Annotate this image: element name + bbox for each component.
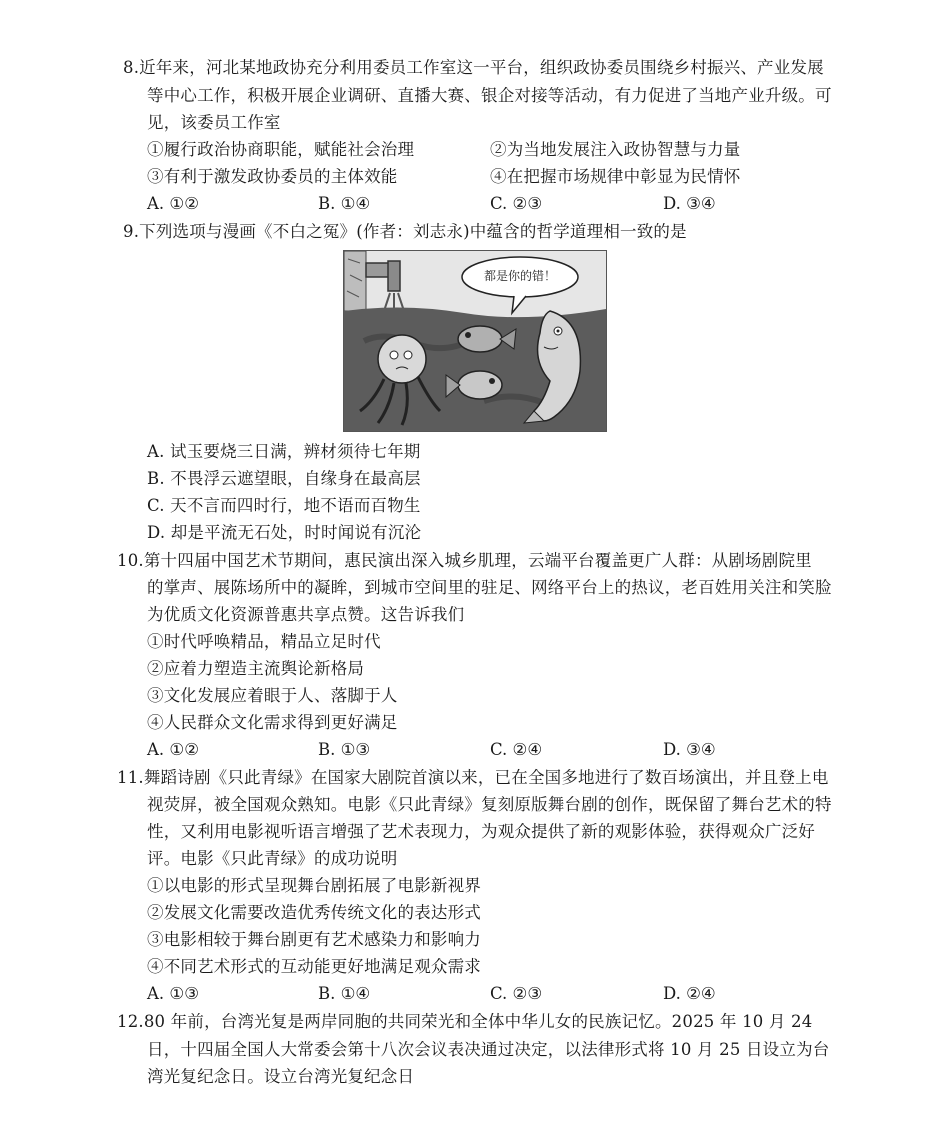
question-10-stem-line-1: 10.第十四届中国艺术节期间，惠民演出深入城乡肌理，云端平台覆盖更广人群：从剧场剧院里	[117, 551, 812, 570]
question-11-statement-3: ③电影相较于舞台剧更有艺术感染力和影响力	[147, 930, 481, 949]
question-12-stem-line-2: 日，十四届全国人大常委会第十八次会议表决通过决定，以法律形式将 10 月 25 日设立为台	[147, 1040, 830, 1059]
question-8-stem-line-3: 见，该委员工作室	[147, 113, 281, 132]
question-10-choice-d: D. ③④	[663, 740, 716, 759]
question-11-choice-d: D. ②④	[663, 984, 716, 1003]
question-8-statement-3: ③有利于激发政协委员的主体效能	[147, 167, 398, 186]
question-8-stem-line-2: 等中心工作，积极开展企业调研、直播大赛、银企对接等活动，有力促进了当地产业升级。可	[147, 86, 832, 105]
cartoon-image	[343, 250, 607, 432]
question-12-stem-line-3: 湾光复纪念日。设立台湾光复纪念日	[147, 1067, 415, 1086]
question-9-stem: 9.下列选项与漫画《不白之冤》(作者：刘志永)中蕴含的哲学道理相一致的是	[123, 222, 687, 241]
question-11-choice-b: B. ①④	[318, 984, 371, 1003]
question-10-stem-line-3: 为优质文化资源普惠共享点赞。这告诉我们	[147, 605, 465, 624]
question-10-choice-c: C. ②④	[490, 740, 543, 759]
question-10-statement-2: ②应着力塑造主流舆论新格局	[147, 659, 365, 678]
question-11-stem-line-2: 视荧屏，被全国观众熟知。电影《只此青绿》复刻原版舞台剧的创作，既保留了舞台艺术的特	[147, 795, 832, 814]
question-9-option-a: A. 试玉要烧三日满，辨材须待七年期	[147, 442, 421, 461]
octopus-illustration	[378, 335, 426, 383]
wall-illustration	[344, 251, 366, 311]
question-10-stem-line-2: 的掌声、展陈场所中的凝眸，到城市空间里的驻足、网络平台上的热议，老百姓用关注和笑脸	[147, 578, 832, 597]
question-8-stem-line-1: 8.近年来，河北某地政协充分利用委员工作室这一平台，组织政协委员围绕乡村振兴、产业发展	[123, 58, 824, 77]
question-11-choice-a: A. ①③	[147, 984, 199, 1003]
question-11-stem-line-4: 评。电影《只此青绿》的成功说明	[147, 849, 398, 868]
question-10-choice-a: A. ①②	[147, 740, 199, 759]
question-9-option-d: D. 却是平流无石处，时时闻说有沉沦	[147, 523, 422, 542]
question-8-choice-d: D. ③④	[663, 194, 716, 213]
question-8-statement-2: ②为当地发展注入政协智慧与力量	[490, 140, 741, 159]
question-10-statement-1: ①时代呼唤精品，精品立足时代	[147, 632, 381, 651]
question-10-statement-3: ③文化发展应着眼于人、落脚于人	[147, 686, 398, 705]
question-10-choice-b: B. ①③	[318, 740, 371, 759]
question-8-choice-a: A. ①②	[147, 194, 199, 213]
question-8-choice-c: C. ②③	[490, 194, 543, 213]
question-8-choice-b: B. ①④	[318, 194, 371, 213]
question-8-statement-1: ①履行政治协商职能，赋能社会治理	[147, 140, 415, 159]
question-8-statement-4: ④在把握市场规律中彰显为民情怀	[490, 167, 741, 186]
question-11-statement-1: ①以电影的形式呈现舞台剧拓展了电影新视界	[147, 876, 481, 895]
speech-bubble-text: 都是你的错！	[483, 269, 556, 283]
question-11-statement-2: ②发展文化需要改造优秀传统文化的表达形式	[147, 903, 481, 922]
small-fish-illustration	[458, 326, 502, 352]
question-11-stem-line-3: 性，又利用电影视听语言增强了艺术表现力，为观众提供了新的观影体验，获得观众广泛好	[147, 822, 815, 841]
question-11-choice-c: C. ②③	[490, 984, 543, 1003]
question-10-statement-4: ④人民群众文化需求得到更好满足	[147, 713, 398, 732]
question-11-stem-line-1: 11.舞蹈诗剧《只此青绿》在国家大剧院首演以来，已在全国多地进行了数百场演出，并且登上电	[117, 768, 829, 787]
question-12-stem-line-1: 12.80 年前，台湾光复是两岸同胞的共同荣光和全体中华儿女的民族记忆。2025 年 10 月 24	[117, 1012, 813, 1031]
question-11-statement-4: ④不同艺术形式的互动能更好地满足观众需求	[147, 957, 481, 976]
question-9-option-c: C. 天不言而四时行，地不语而百物生	[147, 496, 421, 515]
question-9-option-b: B. 不畏浮云遮望眼，自缘身在最高层	[147, 469, 421, 488]
small-fish-illustration-2	[458, 371, 502, 399]
